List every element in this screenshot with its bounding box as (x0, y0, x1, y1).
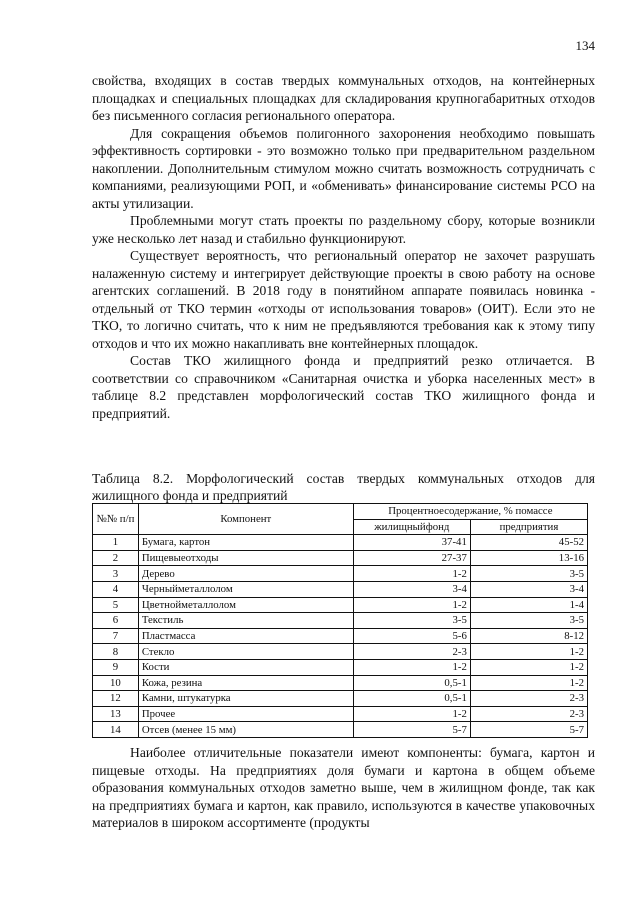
row-num: 5 (93, 597, 139, 613)
row-component: Кости (138, 659, 353, 675)
row-enterprises: 5-7 (470, 722, 587, 738)
row-num: 4 (93, 581, 139, 597)
row-num: 9 (93, 659, 139, 675)
header-component: Компонент (138, 504, 353, 535)
row-component: Стекло (138, 644, 353, 660)
row-num: 10 (93, 675, 139, 691)
paragraph: Состав ТКО жилищного фонда и предприятий резко отличается. В соответствии со справочником «Санитарная очистка и уборка населенных мест» в таблице 8.2 представлен морфологический состав ТКО жилищного фонда и предприятий. (92, 353, 595, 421)
morphology-table (92, 503, 588, 738)
row-num: 8 (93, 644, 139, 660)
row-component: Текстиль (138, 613, 353, 629)
row-enterprises: 2-3 (470, 706, 587, 722)
row-enterprises: 1-2 (470, 659, 587, 675)
row-housing: 1-2 (353, 566, 470, 582)
paragraph: Для сокращения объемов полигонного захоронения необходимо повышать эффективность сортировки - это возможно только при предварительном раздельном накоплении. Дополнительным стимулом можно считать возможность сотрудничать с компаниями, реализующими РОП, и «обменивать» финансирование системы РСО на акты утилизации. (92, 125, 595, 211)
row-num: 2 (93, 550, 139, 566)
row-component: Пищевыеотходы (138, 550, 353, 566)
row-housing: 37-41 (353, 535, 470, 551)
row-num: 12 (93, 691, 139, 707)
table-row (93, 644, 588, 660)
row-num: 3 (93, 566, 139, 582)
row-housing: 1-2 (353, 706, 470, 722)
row-housing: 5-7 (353, 722, 470, 738)
header-housing: жилищныйфонд (353, 519, 470, 535)
table-row (93, 566, 588, 582)
body-text (92, 72, 595, 422)
row-num: 14 (93, 722, 139, 738)
table-caption: Таблица 8.2. Морфологический состав твердых коммунальных отходов для жилищного фонда и предприятий (92, 471, 595, 503)
header-num: №№ п/п (93, 504, 139, 535)
row-housing: 0,5-1 (353, 691, 470, 707)
paragraph: свойства, входящих в состав твердых коммунальных отходов, на контейнерных площадках и специальных площадках для складирования крупногабаритных отходов без письменного согласия регионального оператора. (92, 73, 595, 123)
table-row (93, 535, 588, 551)
page-number: 134 (575, 38, 595, 53)
row-enterprises: 2-3 (470, 691, 587, 707)
row-component: Бумага, картон (138, 535, 353, 551)
row-enterprises: 3-5 (470, 613, 587, 629)
table-row (93, 628, 588, 644)
row-enterprises: 1-2 (470, 644, 587, 660)
row-housing: 3-5 (353, 613, 470, 629)
row-enterprises: 3-4 (470, 581, 587, 597)
table-row (93, 675, 588, 691)
header-percent-group: Процентноесодержание, % помассе (353, 504, 587, 520)
row-component: Отсев (менее 15 мм) (138, 722, 353, 738)
row-component: Кожа, резина (138, 675, 353, 691)
row-enterprises: 13-16 (470, 550, 587, 566)
table-row (93, 550, 588, 566)
row-housing: 5-6 (353, 628, 470, 644)
table-row (93, 581, 588, 597)
table-header-row (93, 504, 588, 520)
row-num: 6 (93, 613, 139, 629)
table-row (93, 706, 588, 722)
table-row (93, 597, 588, 613)
row-housing: 27-37 (353, 550, 470, 566)
row-component: Цветнойметаллолом (138, 597, 353, 613)
row-enterprises: 3-5 (470, 566, 587, 582)
row-enterprises: 8-12 (470, 628, 587, 644)
body-text-continued (92, 744, 595, 832)
row-housing: 3-4 (353, 581, 470, 597)
paragraph: Наиболее отличительные показатели имеют компоненты: бумага, картон и пищевые отходы. На предприятиях доля бумаги и картона в общем объеме образования коммунальных отходов заметно выше, чем в жилищном фонде, так как на предприятиях бумага и картон, как правило, используются в качестве упаковочных материалов в широком ассортименте (продукты (92, 745, 595, 830)
table-row (93, 722, 588, 738)
row-component: Дерево (138, 566, 353, 582)
table-row (93, 659, 588, 675)
row-housing: 2-3 (353, 644, 470, 660)
row-component: Камни, штукатурка (138, 691, 353, 707)
row-component: Прочее (138, 706, 353, 722)
row-housing: 1-2 (353, 597, 470, 613)
table-row (93, 691, 588, 707)
row-housing: 1-2 (353, 659, 470, 675)
header-enterprises: предприятия (470, 519, 587, 535)
row-enterprises: 1-4 (470, 597, 587, 613)
row-num: 7 (93, 628, 139, 644)
row-num: 1 (93, 535, 139, 551)
row-enterprises: 45-52 (470, 535, 587, 551)
paragraph: Существует вероятность, что региональный оператор не захочет разрушать налаженную систему и интегрирует действующие проекты в свою работу на основе агентских соглашений. В 2018 году в понятийном аппарате появилась новинка - отдельный от ТКО термин «отходы от использования товаров» (ОИТ). Если это не ТКО, то логично считать, что к ним не предъявляются требования как к этому типу отходов и что их можно накапливать вне контейнерных площадок. (92, 248, 595, 351)
row-enterprises: 1-2 (470, 675, 587, 691)
table-row (93, 613, 588, 629)
row-component: Пластмасса (138, 628, 353, 644)
paragraph: Проблемными могут стать проекты по раздельному сбору, которые возникли уже несколько лет назад и стабильно функционируют. (92, 213, 595, 246)
row-num: 13 (93, 706, 139, 722)
row-component: Черныйметаллолом (138, 581, 353, 597)
row-housing: 0,5-1 (353, 675, 470, 691)
